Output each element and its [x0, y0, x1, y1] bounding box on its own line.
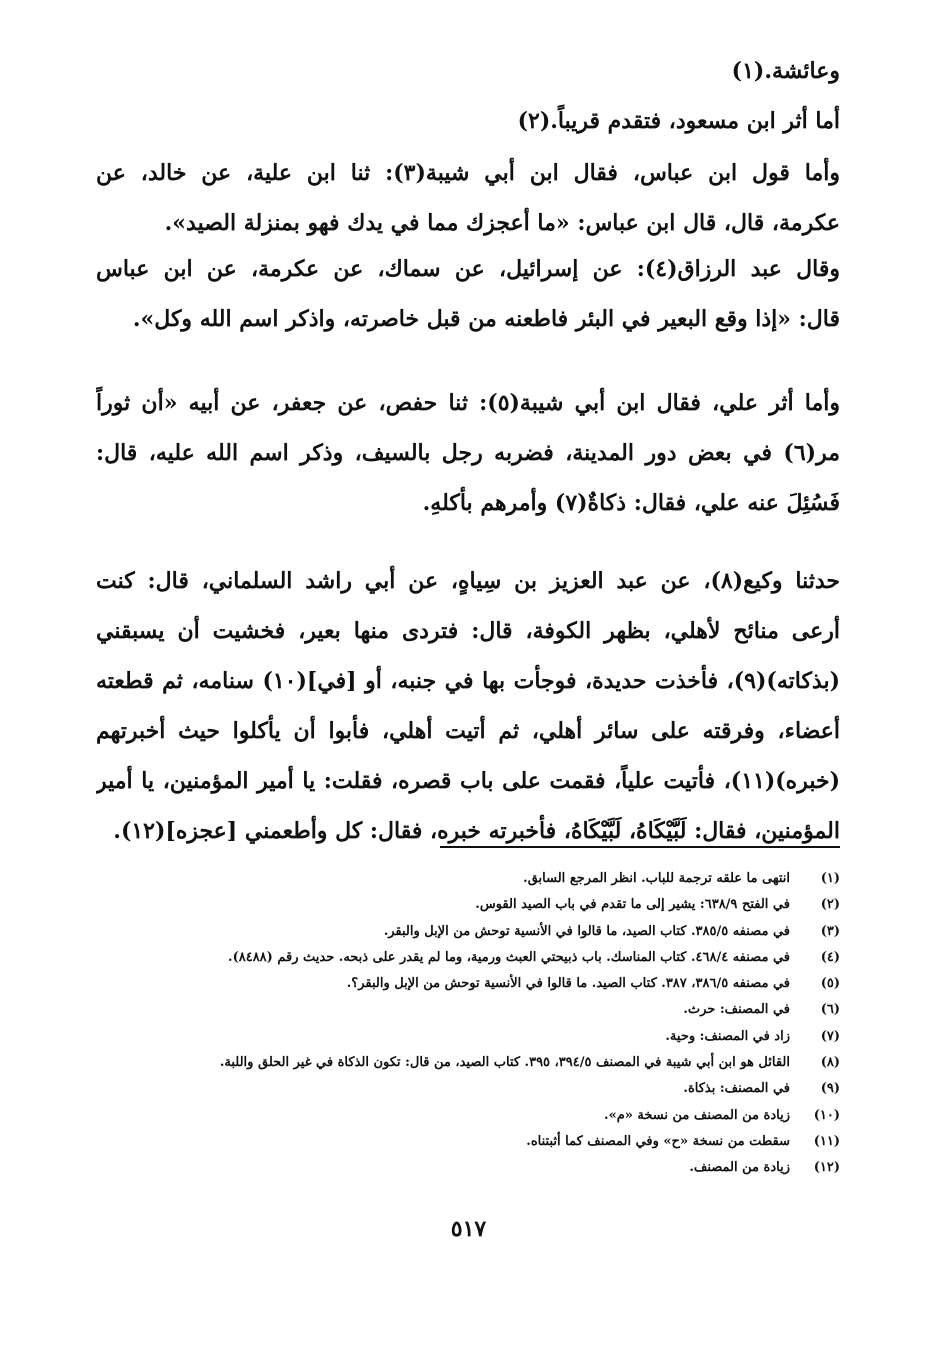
footnote	[100, 1103, 840, 1129]
text-line: عكرمة، قال، قال ابن عباس: «ما أعجزك مما في يدك فهو بمنزلة الصيد».	[164, 210, 840, 236]
footnote	[100, 997, 840, 1023]
text-line: حدثنا وكيع(٨)، عن عبد العزيز بن سِياهٍ، عن أبي راشد السلماني، قال: كنت	[96, 568, 840, 594]
paragraph-1	[96, 46, 840, 146]
footnote	[100, 1129, 840, 1155]
footnote-separator	[440, 846, 840, 848]
footnote	[100, 1076, 840, 1102]
text-line: أعضاء، وفرقته على سائر أهلي، ثم أتيت أهلي، فأبوا أن يأكلوا حيث أخبرتهم	[96, 718, 840, 744]
text-line: أرعى منائح لأهلي، بظهر الكوفة، قال: فتردى منها بعير، فخشيت أن يسبقني	[96, 618, 840, 644]
text-line: وعائشة.(١)	[731, 58, 840, 84]
text-line: المؤمنين، فقال: لَبَّيْكَاهُ، لَبَّيْكَاهُ، فأخبرته خبره، فقال: كل وأطعمني [عجزه](١٢).	[113, 818, 840, 844]
footnote-number: (٣)	[820, 923, 840, 939]
page-number: ٥١٧	[450, 1216, 487, 1242]
footnote-text: زيادة من المصنف من نسخة «م».	[604, 1107, 790, 1123]
text-line: (خبره)(١١)، فأتيت علياً، فقمت على باب قصره، فقلت: يا أمير المؤمنين، يا أمير	[96, 768, 840, 794]
footnote-number: (٥)	[820, 976, 840, 992]
footnote	[100, 866, 840, 892]
text-line: أما أثر ابن مسعود، فتقدم قريباً.(٢)	[517, 108, 840, 134]
text-line: وأما قول ابن عباس، فقال ابن أبي شيبة(٣): ثنا ابن علية، عن خالد، عن	[96, 160, 840, 186]
footnote-text: في الفتح ٦٣٨/٩: يشير إلى ما تقدم في باب الصيد القوس.	[475, 897, 790, 913]
footnote-number: (٤)	[820, 949, 840, 965]
text-line: قال: «إذا وقع البعير في البئر فاطعنه من قبل خاصرته، واذكر اسم الله وكل».	[132, 306, 840, 332]
footnote-text: في مصنفه ٣٨٦/٥، ٣٨٧. كتاب الصيد. ما قالوا في الأنسية توحش من الإبل والبقر؟.	[346, 976, 790, 992]
footnote-text: زيادة من المصنف.	[689, 1160, 790, 1176]
footnote-number: (١٢)	[813, 1160, 840, 1176]
footnote-text: في مصنفه ٤٦٨/٤. كتاب المناسك. باب ذبيحتي العبث ورمية، وما لم يقدر على ذبحه. حديث رقم (٨٤٨٨).	[228, 949, 790, 965]
footnote-number: (٢)	[820, 897, 840, 913]
footnote-text: سقطت من نسخة «ح» وفي المصنف كما أثبتناه.	[526, 1133, 790, 1149]
text-line: وقال عبد الرزاق(٤): عن إسرائيل، عن سماك، عن عكرمة، عن ابن عباس	[96, 256, 840, 282]
footnote	[100, 945, 840, 971]
footnote-number: (٧)	[820, 1028, 840, 1044]
footnote	[100, 919, 840, 945]
text-line: مر(٦) في بعض دور المدينة، فضربه رجل بالسيف، وذكر اسم الله عليه، قال:	[96, 440, 840, 466]
paragraph-3	[96, 244, 840, 344]
footnote-text: في المصنف: حرث.	[683, 1002, 790, 1018]
text-line: وأما أثر علي، فقال ابن أبي شيبة(٥): ثنا حفص، عن جعفر، عن أبيه «أن ثوراً	[96, 390, 840, 416]
footnote	[100, 1155, 840, 1181]
footnote-text: في المصنف: بذكاة.	[683, 1081, 790, 1097]
footnote-number: (٦)	[820, 1002, 840, 1018]
footnote-number: (١٠)	[813, 1107, 840, 1123]
footnote-text: في مصنفه ٣٨٥/٥. كتاب الصيد، ما قالوا في الأنسية توحش من الإبل والبقر.	[383, 923, 790, 939]
footnote-number: (٨)	[820, 1055, 840, 1071]
paragraph-2	[96, 148, 840, 248]
footnote-number: (١١)	[813, 1133, 840, 1149]
paragraph-5	[96, 556, 840, 856]
footnote	[100, 1050, 840, 1076]
footnote-text: انتهى ما علقه ترجمة للباب. انظر المرجع السابق.	[523, 871, 790, 886]
footnote-text: زاد في المصنف: وحية.	[665, 1028, 790, 1044]
footnote	[100, 1024, 840, 1050]
footnotes	[100, 866, 840, 1182]
paragraph-4	[96, 378, 840, 528]
text-line: (بذكاته)(٩)، فأخذت حديدة، فوجأت بها في جنبه، أو [في](١٠) سنامه، ثم قطعته	[96, 668, 840, 694]
footnote	[100, 892, 840, 918]
footnote-text: القائل هو ابن أبي شيبة في المصنف ٣٩٤/٥، ٣٩٥. كتاب الصيد، من قال: تكون الذكاة في غير الحلق واللبة.	[219, 1055, 790, 1071]
footnote-number: (١)	[820, 871, 840, 886]
footnote-number: (٩)	[820, 1081, 840, 1097]
text-line: فَسُئِلَ عنه علي، فقال: ذكاةٌ(٧) وأمرهم بأكلهِ.	[422, 490, 840, 516]
footnote	[100, 971, 840, 997]
